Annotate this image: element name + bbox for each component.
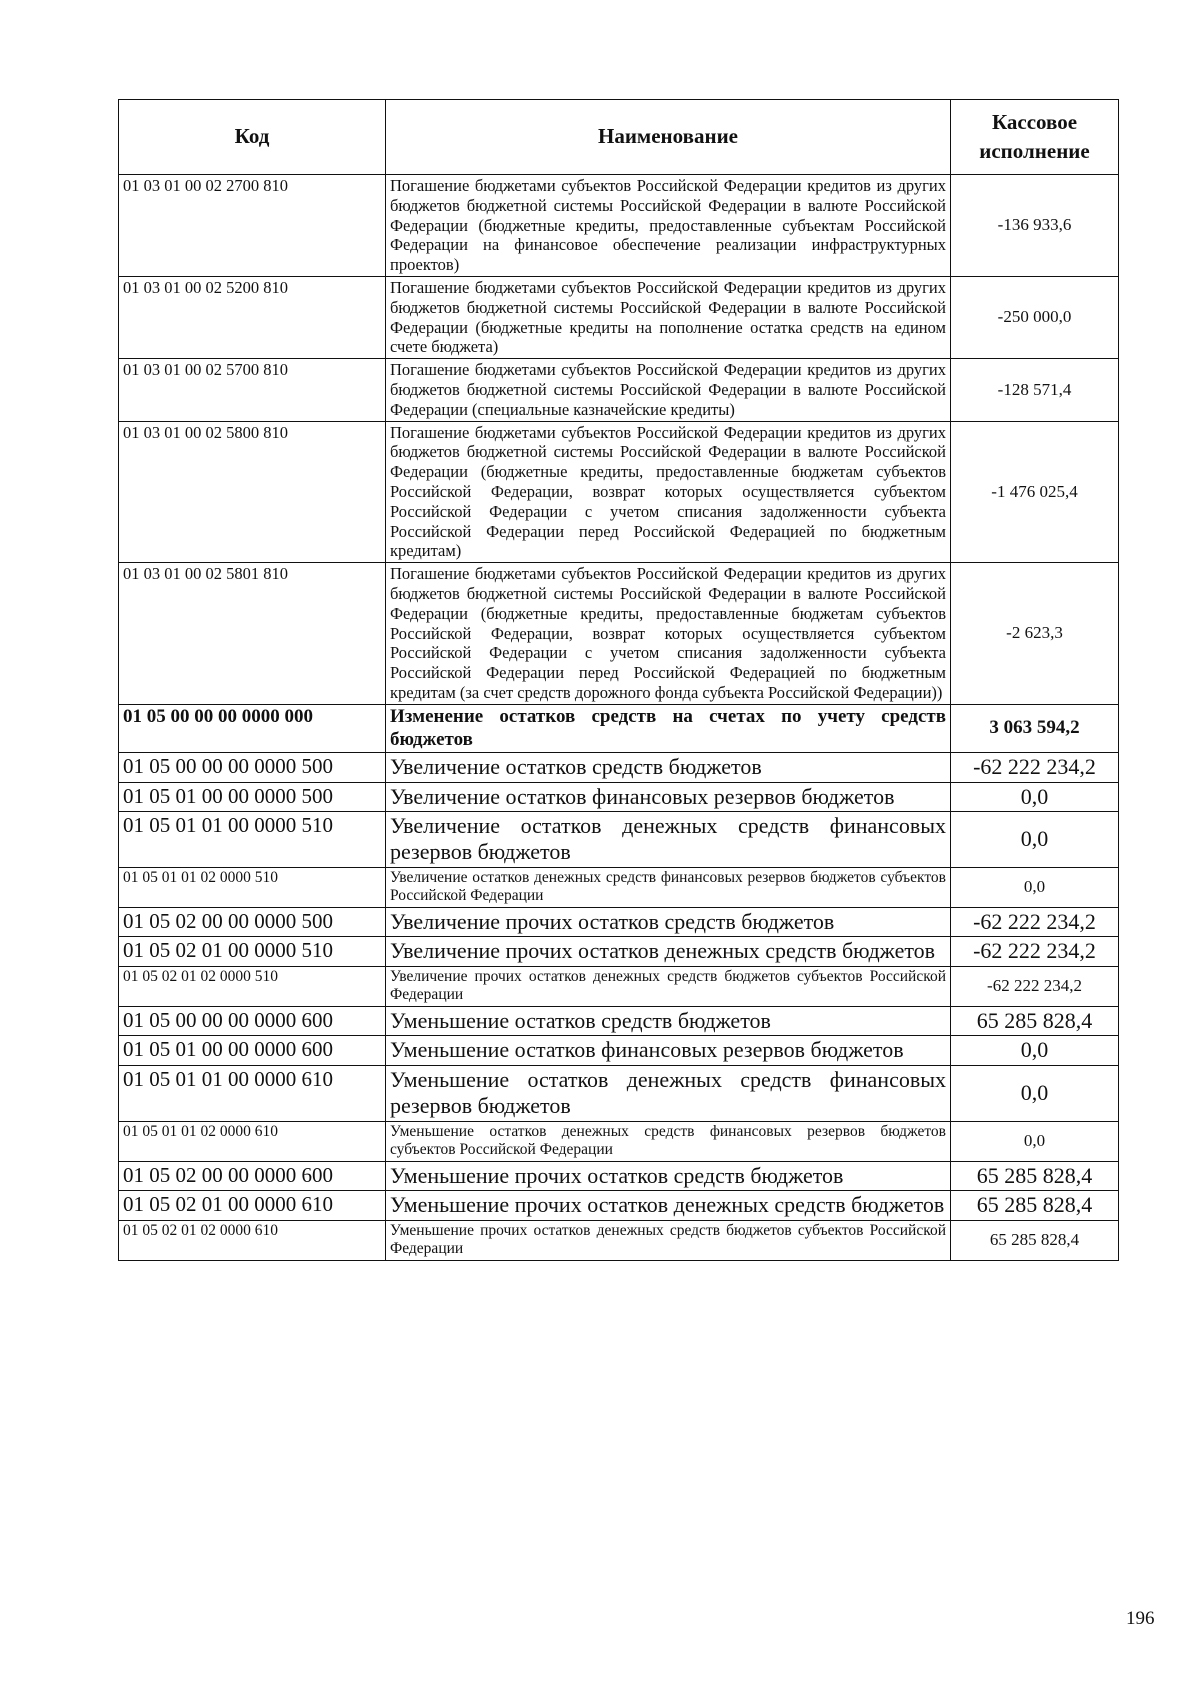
table-row-section xyxy=(119,704,1119,753)
row-name: Погашение бюджетами субъектов Российской Федерации кредитов из других бюджетов бюджетной системы Российской Федерации в валюте Российской Федерации (бюджетные кредиты, предоставленные субъектам Российской Федерации на финансовое обеспечение реализации инфраструктурных проектов) xyxy=(386,175,951,277)
row-value: 3 063 594,2 xyxy=(951,704,1119,753)
row-code: 01 05 01 01 00 0000 610 xyxy=(119,1065,386,1121)
table-row xyxy=(119,812,1119,868)
row-code: 01 03 01 00 02 2700 810 xyxy=(119,175,386,277)
table-row xyxy=(119,908,1119,937)
row-name: Уменьшение остатков финансовых резервов бюджетов xyxy=(386,1036,951,1065)
row-value: 0,0 xyxy=(951,1065,1119,1121)
row-name: Погашение бюджетами субъектов Российской Федерации кредитов из других бюджетов бюджетной системы Российской Федерации в валюте Российской Федерации (специальные казначейские кредиты) xyxy=(386,359,951,421)
row-code: 01 05 02 01 02 0000 610 xyxy=(119,1220,386,1260)
row-code: 01 05 01 00 00 0000 500 xyxy=(119,782,386,811)
row-value: 65 285 828,4 xyxy=(951,1161,1119,1190)
table-row xyxy=(119,753,1119,782)
row-value: -62 222 234,2 xyxy=(951,966,1119,1006)
table-row xyxy=(119,966,1119,1006)
row-value: -136 933,6 xyxy=(951,175,1119,277)
row-code: 01 05 02 00 00 0000 600 xyxy=(119,1161,386,1190)
row-code: 01 03 01 00 02 5700 810 xyxy=(119,359,386,421)
table-row xyxy=(119,1121,1119,1161)
table-row xyxy=(119,1036,1119,1065)
table-row xyxy=(119,359,1119,421)
row-name: Уменьшение прочих остатков средств бюджетов xyxy=(386,1161,951,1190)
row-code: 01 05 00 00 00 0000 500 xyxy=(119,753,386,782)
row-name: Увеличение остатков денежных средств финансовых резервов бюджетов субъектов Российской Федерации xyxy=(386,867,951,907)
row-value: -250 000,0 xyxy=(951,276,1119,358)
table-row xyxy=(119,1220,1119,1260)
row-name: Уменьшение остатков средств бюджетов xyxy=(386,1007,951,1036)
row-code: 01 05 01 01 00 0000 510 xyxy=(119,812,386,868)
header-name: Наименование xyxy=(386,100,951,175)
row-value: 65 285 828,4 xyxy=(951,1220,1119,1260)
row-value: 0,0 xyxy=(951,1121,1119,1161)
row-name: Уменьшение прочих остатков денежных средств бюджетов субъектов Российской Федерации xyxy=(386,1220,951,1260)
row-value: 0,0 xyxy=(951,812,1119,868)
row-name: Уменьшение прочих остатков денежных средств бюджетов xyxy=(386,1191,951,1220)
table-row xyxy=(119,1161,1119,1190)
header-code: Код xyxy=(119,100,386,175)
table-row xyxy=(119,1065,1119,1121)
row-value: 0,0 xyxy=(951,782,1119,811)
row-code: 01 05 01 00 00 0000 600 xyxy=(119,1036,386,1065)
table-row xyxy=(119,563,1119,705)
row-value: 65 285 828,4 xyxy=(951,1007,1119,1036)
row-name: Изменение остатков средств на счетах по учету средств бюджетов xyxy=(386,704,951,753)
table-row xyxy=(119,276,1119,358)
table-row xyxy=(119,782,1119,811)
row-code: 01 05 01 01 02 0000 510 xyxy=(119,867,386,907)
row-code: 01 05 02 01 00 0000 510 xyxy=(119,937,386,966)
table-row xyxy=(119,937,1119,966)
row-value: -62 222 234,2 xyxy=(951,753,1119,782)
header-value-line1: Кассовое xyxy=(991,109,1078,134)
row-name: Уменьшение остатков денежных средств финансовых резервов бюджетов xyxy=(386,1065,951,1121)
page-number: 196 xyxy=(1126,1608,1155,1629)
row-value: 65 285 828,4 xyxy=(951,1191,1119,1220)
row-name: Погашение бюджетами субъектов Российской Федерации кредитов из других бюджетов бюджетной системы Российской Федерации в валюте Российской Федерации (бюджетные кредиты на пополнение остатка средств на едином счете бюджета) xyxy=(386,276,951,358)
row-value: 0,0 xyxy=(951,1036,1119,1065)
row-value: -128 571,4 xyxy=(951,359,1119,421)
header-value xyxy=(951,100,1119,175)
table-row xyxy=(119,1007,1119,1036)
table-row xyxy=(119,175,1119,277)
row-name: Погашение бюджетами субъектов Российской Федерации кредитов из других бюджетов бюджетной системы Российской Федерации в валюте Российской Федерации (бюджетные кредиты, предоставленные бюджетам субъектов Российской Федерации, возврат которых осуществляется субъектом Российской Федерации с учетом списания задолженности субъекта Российской Федерации перед Российской Федерацией по бюджетным кредитам (за счет средств дорожного фонда субъекта Российской Федерации)) xyxy=(386,563,951,705)
row-name: Уменьшение остатков денежных средств финансовых резервов бюджетов субъектов Российской Федерации xyxy=(386,1121,951,1161)
row-value: -1 476 025,4 xyxy=(951,421,1119,563)
row-name: Увеличение остатков денежных средств финансовых резервов бюджетов xyxy=(386,812,951,868)
row-value: -62 222 234,2 xyxy=(951,937,1119,966)
row-code: 01 05 01 01 02 0000 610 xyxy=(119,1121,386,1161)
table-row xyxy=(119,867,1119,907)
row-name: Увеличение прочих остатков денежных средств бюджетов xyxy=(386,937,951,966)
row-name: Погашение бюджетами субъектов Российской Федерации кредитов из других бюджетов бюджетной системы Российской Федерации в валюте Российской Федерации (бюджетные кредиты, предоставленные бюджетам субъектов Российской Федерации, возврат которых осуществляется субъектом Российской Федерации с учетом списания задолженности субъекта Российской Федерации перед Российской Федерацией по бюджетным кредитам) xyxy=(386,421,951,563)
row-name: Увеличение прочих остатков средств бюджетов xyxy=(386,908,951,937)
row-name: Увеличение остатков финансовых резервов бюджетов xyxy=(386,782,951,811)
row-code: 01 05 00 00 00 0000 000 xyxy=(119,704,386,753)
budget-table xyxy=(118,99,1119,1261)
row-code: 01 03 01 00 02 5801 810 xyxy=(119,563,386,705)
row-code: 01 03 01 00 02 5200 810 xyxy=(119,276,386,358)
row-name: Увеличение прочих остатков денежных средств бюджетов субъектов Российской Федерации xyxy=(386,966,951,1006)
row-code: 01 05 00 00 00 0000 600 xyxy=(119,1007,386,1036)
table-row xyxy=(119,421,1119,563)
row-code: 01 05 02 00 00 0000 500 xyxy=(119,908,386,937)
table-row xyxy=(119,1191,1119,1220)
table-header-row xyxy=(119,100,1119,175)
row-value: -2 623,3 xyxy=(951,563,1119,705)
row-value: -62 222 234,2 xyxy=(951,908,1119,937)
row-name: Увеличение остатков средств бюджетов xyxy=(386,753,951,782)
row-code: 01 05 02 01 02 0000 510 xyxy=(119,966,386,1006)
header-value-line2: исполнение xyxy=(979,139,1090,163)
row-value: 0,0 xyxy=(951,867,1119,907)
row-code: 01 05 02 01 00 0000 610 xyxy=(119,1191,386,1220)
row-code: 01 03 01 00 02 5800 810 xyxy=(119,421,386,563)
